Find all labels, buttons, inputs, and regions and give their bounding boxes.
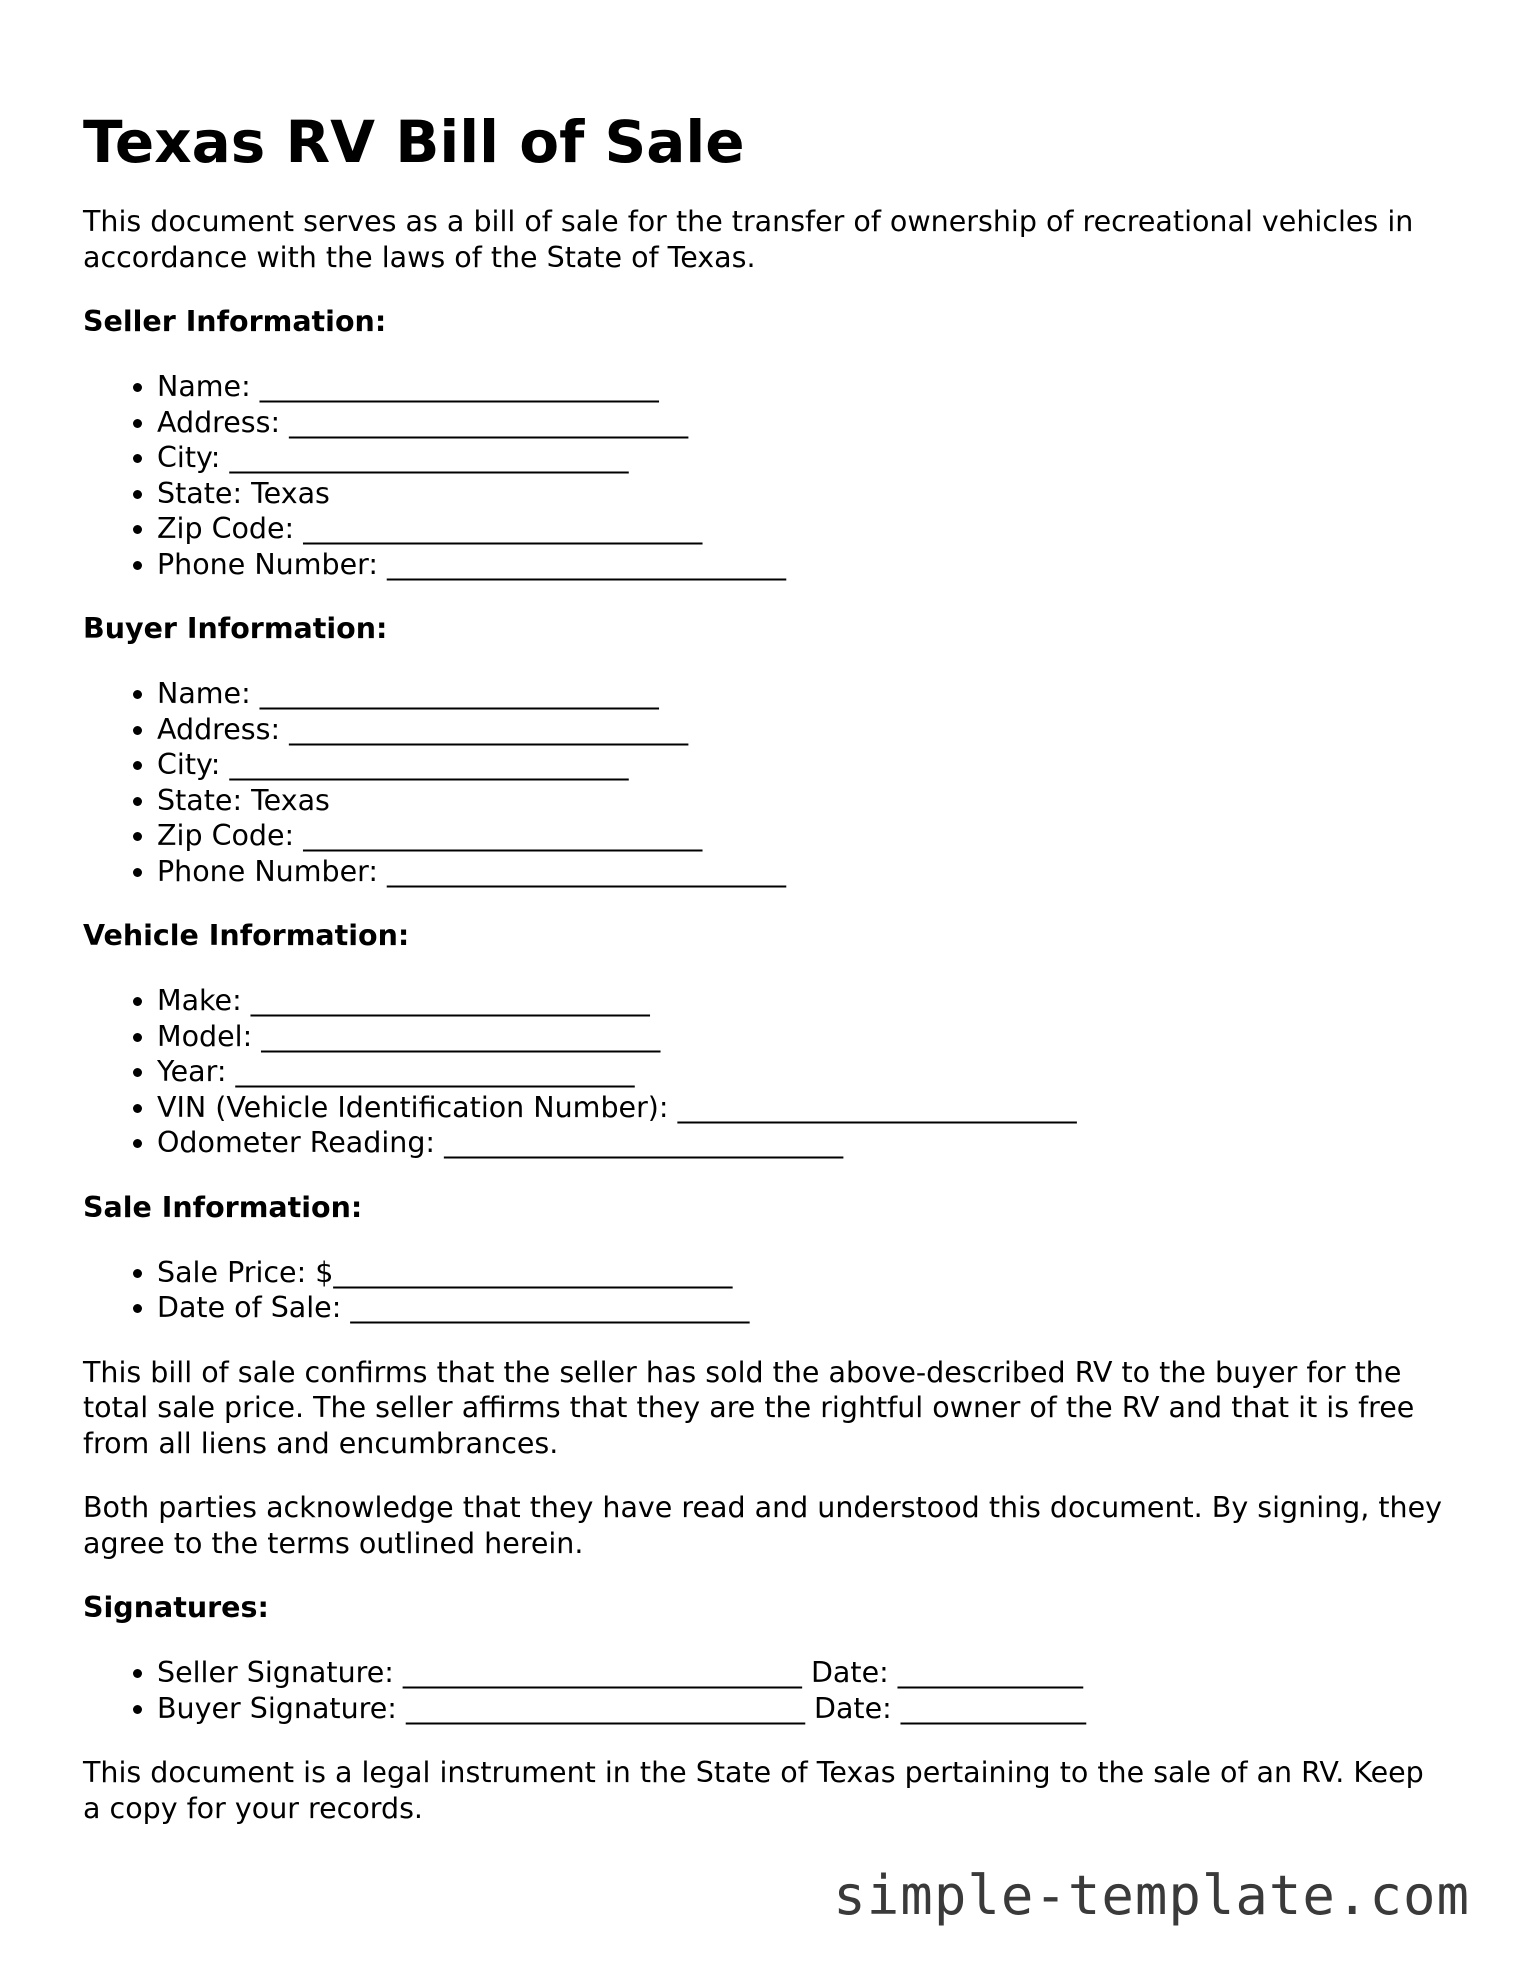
sale-price-field: • Sale Price: $____________________________ xyxy=(157,1255,1445,1291)
seller-fields-list xyxy=(83,369,1445,582)
document-page xyxy=(83,102,1445,1826)
vehicle-heading: Vehicle Information: xyxy=(83,919,410,952)
buyer-phone-field: • Phone Number: ____________________________ xyxy=(157,854,1445,890)
watermark-text: simple-template.com xyxy=(833,1864,1470,1927)
seller-address-field: • Address: ____________________________ xyxy=(157,405,1445,441)
seller-state-field: • State: Texas xyxy=(157,476,1445,512)
buyer-signature-field: • Buyer Signature: ____________________________ Date: _____________ xyxy=(157,1691,1445,1727)
sale-date-field: • Date of Sale: ____________________________ xyxy=(157,1290,1445,1326)
vehicle-model-field: • Model: ____________________________ xyxy=(157,1019,1445,1055)
seller-signature-field: • Seller Signature: ____________________________ Date: _____________ xyxy=(157,1655,1445,1691)
confirmation-paragraph: This bill of sale confirms that the seller has sold the above-described RV to the buyer for the total sale price. The seller affirms that they are the rightful owner of the RV and that it is free from all liens and encumbrances. xyxy=(83,1355,1415,1460)
vehicle-fields-list xyxy=(83,983,1445,1161)
vehicle-year-field: • Year: ____________________________ xyxy=(157,1054,1445,1090)
buyer-heading: Buyer Information: xyxy=(83,612,388,645)
seller-heading: Seller Information: xyxy=(83,305,387,338)
buyer-name-field: • Name: ____________________________ xyxy=(157,676,1445,712)
vehicle-make-field: • Make: ____________________________ xyxy=(157,983,1445,1019)
vehicle-vin-field: • VIN (Vehicle Identification Number): ____________________________ xyxy=(157,1090,1445,1126)
acknowledgement-paragraph: Both parties acknowledge that they have read and understood this document. By signing, they agree to the terms outlined herein. xyxy=(83,1491,1443,1560)
signatures-list xyxy=(83,1655,1445,1726)
buyer-zip-field: • Zip Code: ____________________________ xyxy=(157,818,1445,854)
intro-paragraph: This document serves as a bill of sale for the transfer of ownership of recreational vehicles in accordance with the laws of the State of Texas. xyxy=(83,205,1414,274)
seller-phone-field: • Phone Number: ____________________________ xyxy=(157,547,1445,583)
buyer-address-field: • Address: ____________________________ xyxy=(157,712,1445,748)
buyer-state-field: • State: Texas xyxy=(157,783,1445,819)
seller-name-field: • Name: ____________________________ xyxy=(157,369,1445,405)
vehicle-odometer-field: • Odometer Reading: ____________________________ xyxy=(157,1125,1445,1161)
seller-zip-field: • Zip Code: ____________________________ xyxy=(157,511,1445,547)
buyer-fields-list xyxy=(83,676,1445,889)
buyer-city-field: • City: ____________________________ xyxy=(157,747,1445,783)
sale-heading: Sale Information: xyxy=(83,1190,363,1224)
sale-fields-list xyxy=(83,1255,1445,1326)
signatures-heading: Signatures: xyxy=(83,1591,269,1624)
seller-city-field: • City: ____________________________ xyxy=(157,440,1445,476)
closing-paragraph: This document is a legal instrument in the State of Texas pertaining to the sale of an RV. Keep a copy for your records. xyxy=(83,1756,1424,1825)
document-title: Texas RV Bill of Sale xyxy=(83,108,745,176)
